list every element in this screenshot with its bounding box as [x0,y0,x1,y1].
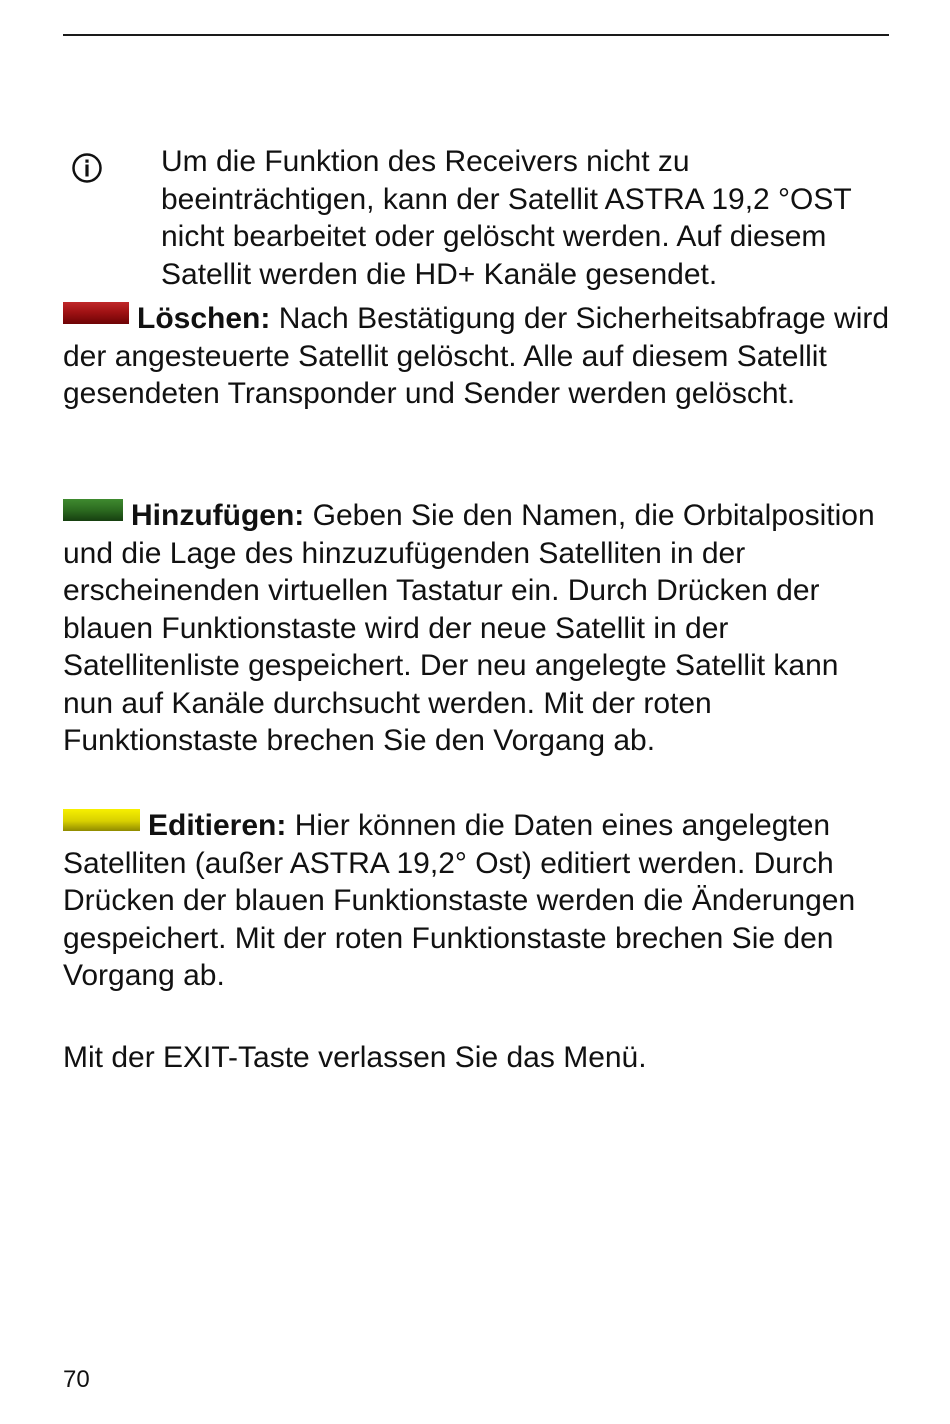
section-text: Geben Sie den Namen, die Orbitalposition und die Lage des hinzuzufügenden Satelliten in der erscheinenden virtuellen Tastatur ein. Durch Drücken der blauen Funktionstaste wird der neue Satellit in der Satellitenliste gespeichert. Der neu angelegte Satellit kann nun auf Kanäle durchsucht werden. Mit der roten Funktionstaste brechen Sie den Vorgang ab. [63,499,875,757]
section-label: Löschen: [137,302,271,335]
section-hinzufuegen [63,497,893,760]
info-icon [71,152,103,184]
section-label: Editieren: [148,809,287,842]
section-label: Hinzufügen: [131,499,305,532]
info-note-text: Um die Funktion des Receivers nicht zu beeinträchtigen, kann der Satellit ASTRA 19,2 °OST nicht bearbeitet oder gelöscht werden. Auf diesem Satellit werden die HD+ Kanäle gesendet. [161,145,852,291]
section-loeschen [63,300,893,413]
green-key-icon [63,499,123,521]
page-number: 70 [63,1366,90,1393]
section-text: Nach Bestätigung der Sicherheitsabfrage wird der angesteuerte Satellit gelöscht. Alle auf diesem Satellit gesendeten Transponder und Sender werden gelöscht. [63,302,890,410]
header-rule [63,34,889,36]
exit-instruction: Mit der EXIT-Taste verlassen Sie das Menü. [63,1041,647,1074]
section-text: Hier können die Daten eines angelegten Satelliten (außer ASTRA 19,2° Ost) editiert werden. Durch Drücken der blauen Funktionstaste werden die Änderungen gespeichert. Mit der roten Funktionstaste brechen Sie den Vorgang ab. [63,809,856,992]
red-key-icon [63,302,129,324]
yellow-key-icon [63,809,140,831]
section-editieren [63,807,893,995]
